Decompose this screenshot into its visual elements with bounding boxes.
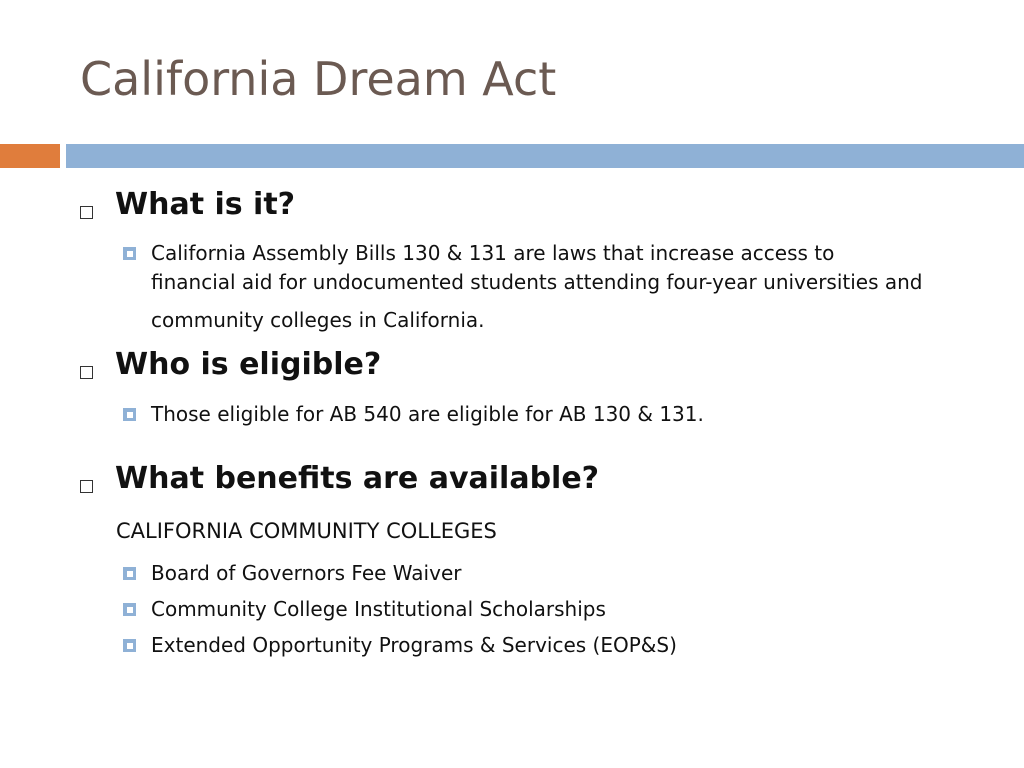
sub-heading: CALIFORNIA COMMUNITY COLLEGES	[116, 519, 497, 543]
accent-bar-blue	[66, 144, 1024, 168]
list-item-line: Community College Institutional Scholarships	[151, 597, 606, 621]
section-heading: What benefits are available?	[115, 461, 600, 496]
list-item-line: financial aid for undocumented students attending four-year universities and	[151, 270, 923, 294]
square-bullet-icon	[123, 408, 136, 421]
list-item-line: Extended Opportunity Programs & Services (EOP&S)	[151, 633, 677, 657]
square-bullet-icon	[80, 366, 93, 379]
list-item-line: community colleges in California.	[151, 308, 485, 332]
slide-title: California Dream Act	[80, 52, 557, 106]
square-bullet-icon	[123, 567, 136, 580]
accent-bar-orange	[0, 144, 60, 168]
square-bullet-icon	[123, 639, 136, 652]
section-heading: What is it?	[115, 187, 296, 222]
list-item-line: California Assembly Bills 130 & 131 are laws that increase access to	[151, 241, 835, 265]
square-bullet-icon	[80, 206, 93, 219]
square-bullet-icon	[123, 247, 136, 260]
square-bullet-icon	[80, 480, 93, 493]
square-bullet-icon	[123, 603, 136, 616]
list-item-line: Those eligible for AB 540 are eligible for AB 130 & 131.	[151, 402, 704, 426]
section-heading: Who is eligible?	[115, 347, 382, 382]
list-item-line: Board of Governors Fee Waiver	[151, 561, 462, 585]
